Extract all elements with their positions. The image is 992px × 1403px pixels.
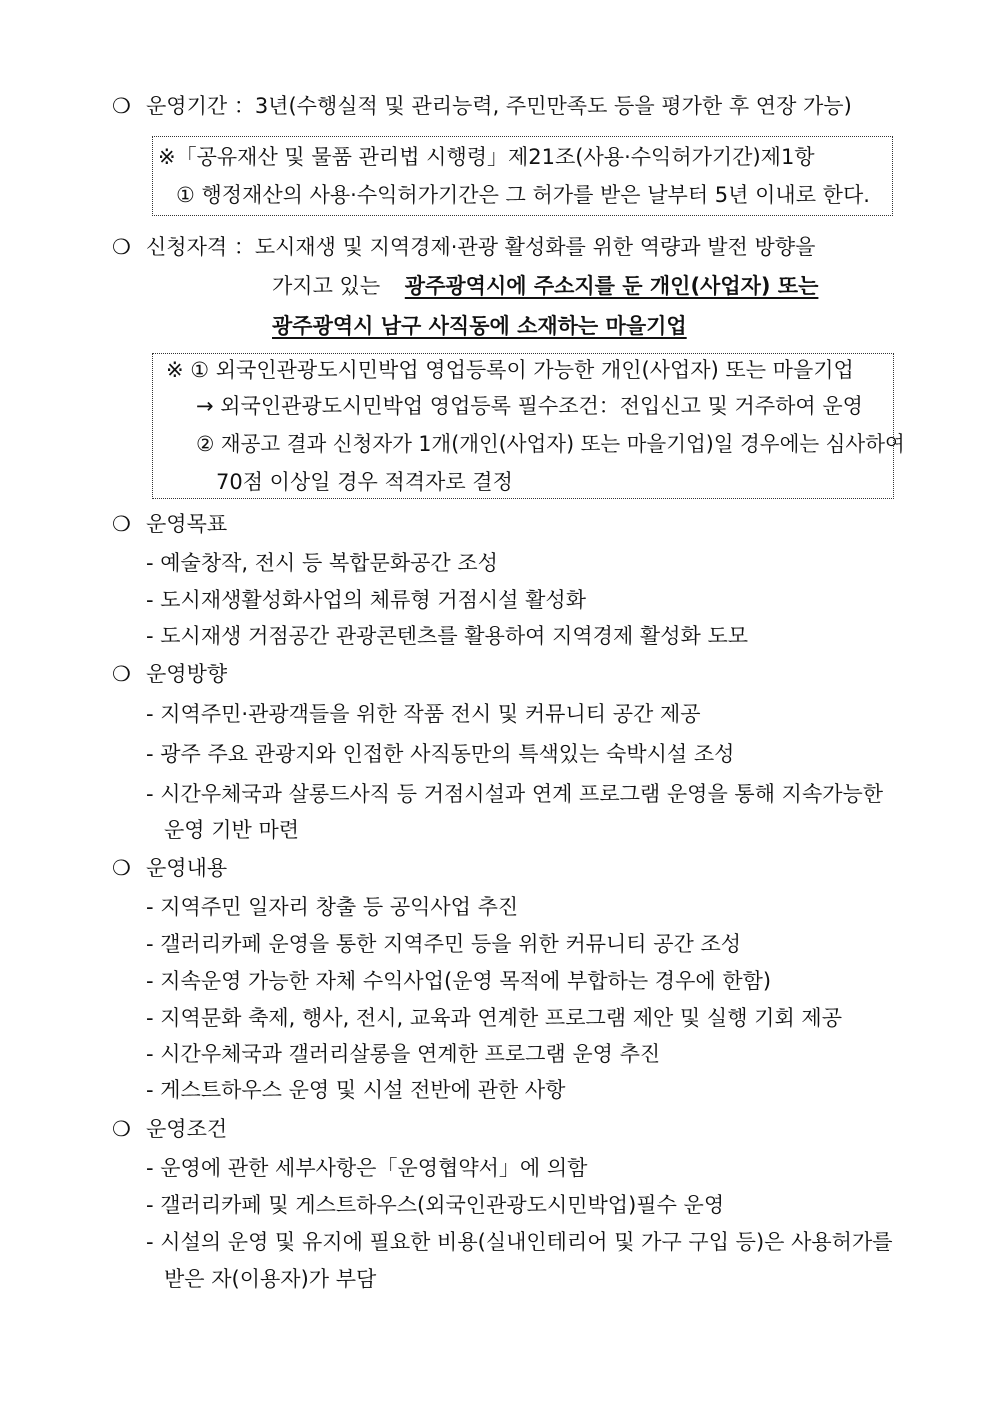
section-heading: 운영조건 bbox=[146, 1117, 228, 1141]
list-item-continuation: 받은 자(이용자)가 부담 bbox=[164, 1267, 377, 1291]
list-item: - 시설의 운영 및 유지에 필요한 비용(실내인테리어 및 가구 구입 등)은 사용허가를 bbox=[146, 1230, 893, 1254]
list-item: - 시간우체국과 갤러리살롱을 연계한 프로그램 운영 추진 bbox=[146, 1042, 661, 1066]
eligibility-line-2 bbox=[272, 271, 904, 301]
section-heading: 운영기간 ：3년(수행실적 및 관리능력, 주민만족도 등을 평가한 후 연장 가능) bbox=[146, 94, 852, 118]
emphasized-text: 광주광역시 남구 사직동에 소재하는 마을기업 bbox=[272, 314, 687, 338]
list-item: - 운영에 관한 세부사항은「운영협약서」에 의함 bbox=[146, 1156, 588, 1180]
section-conditions bbox=[112, 1114, 227, 1144]
list-item: - 갤러리카페 및 게스트하우스(외국인관광도시민박업)필수 운영 bbox=[146, 1193, 725, 1217]
list-item: - 지역주민·관광객들을 위한 작품 전시 및 커뮤니티 공간 제공 bbox=[146, 702, 701, 726]
note-line: ※ ① 외국인관광도시민박업 영업등록이 가능한 개인(사업자) 또는 마을기업 bbox=[166, 358, 854, 382]
section-direction bbox=[112, 659, 227, 689]
circle-bullet-icon: ❍ bbox=[112, 94, 131, 118]
note-line: ※「공유재산 및 물품 관리법 시행령」제21조(사용·수익허가기간)제1항 bbox=[158, 145, 815, 169]
note-line: ② 재공고 결과 신청자가 1개(개인(사업자) 또는 마을기업)일 경우에는 심사하여 bbox=[196, 432, 905, 456]
circle-bullet-icon: ❍ bbox=[112, 662, 131, 686]
list-item-continuation: 운영 기반 마련 bbox=[164, 818, 300, 842]
emphasized-text: 광주광역시에 주소지를 둔 개인(사업자) 또는 bbox=[404, 274, 819, 298]
list-item: - 광주 주요 관광지와 인접한 사직동만의 특색있는 숙박시설 조성 bbox=[146, 742, 735, 766]
note-line: 70점 이상일 경우 적격자로 결정 bbox=[216, 470, 513, 494]
list-item: - 지역문화 축제, 행사, 전시, 교육과 연계한 프로그램 제안 및 실행 기회 제공 bbox=[146, 1006, 842, 1030]
section-heading: 운영내용 bbox=[146, 856, 228, 880]
list-item: - 게스트하우스 운영 및 시설 전반에 관한 사항 bbox=[146, 1078, 566, 1102]
section-heading: 신청자격 ：도시재생 및 지역경제·관광 활성화를 위한 역량과 발전 방향을 bbox=[146, 235, 816, 259]
note-line: ① 행정재산의 사용·수익허가기간은 그 허가를 받은 날부터 5년 이내로 한다. bbox=[176, 183, 870, 207]
section-operating-period bbox=[112, 91, 852, 121]
note-line: → 외국인관광도시민박업 영업등록 필수조건：전입신고 및 거주하여 운영 bbox=[196, 394, 863, 418]
circle-bullet-icon: ❍ bbox=[112, 512, 131, 536]
section-eligibility bbox=[112, 232, 815, 262]
list-item: - 시간우체국과 살롱드사직 등 거점시설과 연계 프로그램 운영을 통해 지속가능한 bbox=[146, 782, 884, 806]
list-item: - 도시재생 거점공간 관광콘텐츠를 활용하여 지역경제 활성화 도모 bbox=[146, 624, 749, 648]
list-item: - 도시재생활성화사업의 체류형 거점시설 활성화 bbox=[146, 588, 586, 612]
section-contents bbox=[112, 853, 227, 883]
section-heading: 운영방향 bbox=[146, 662, 228, 686]
circle-bullet-icon: ❍ bbox=[112, 235, 131, 259]
section-heading: 운영목표 bbox=[146, 512, 228, 536]
body-text: 가지고 있는 bbox=[272, 274, 381, 298]
list-item: - 예술창작, 전시 등 복합문화공간 조성 bbox=[146, 551, 498, 575]
list-item: - 지속운영 가능한 자체 수익사업(운영 목적에 부합하는 경우에 한함) bbox=[146, 969, 772, 993]
list-item: - 갤러리카페 운영을 통한 지역주민 등을 위한 커뮤니티 공간 조성 bbox=[146, 932, 742, 956]
list-item: - 지역주민 일자리 창출 등 공익사업 추진 bbox=[146, 895, 519, 919]
section-goals bbox=[112, 509, 227, 539]
circle-bullet-icon: ❍ bbox=[112, 1117, 131, 1141]
circle-bullet-icon: ❍ bbox=[112, 856, 131, 880]
